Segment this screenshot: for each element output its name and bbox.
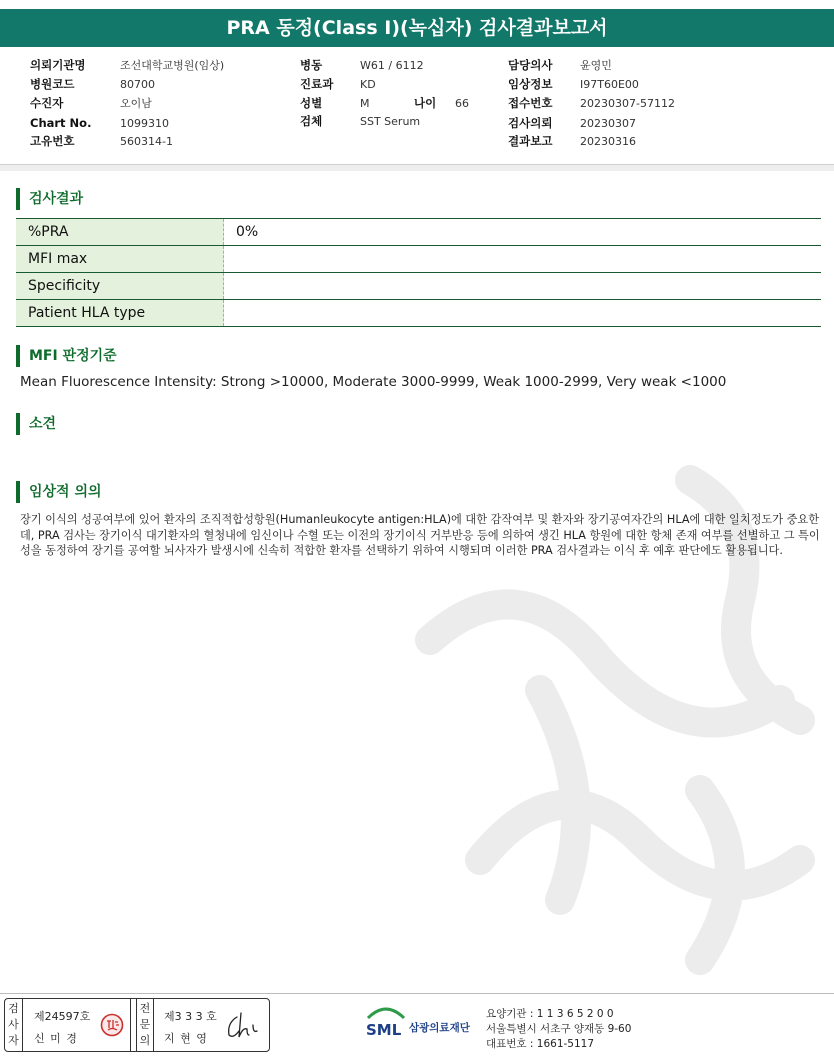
examiner-label: 검사자 <box>5 999 23 1051</box>
table-row <box>16 273 821 300</box>
info-divider <box>0 164 834 171</box>
section-results: 검사결과 <box>16 188 83 210</box>
result-label-specificity: Specificity <box>16 273 224 300</box>
result-value-hla-type <box>224 300 822 327</box>
svg-text:SML: SML <box>366 1021 402 1039</box>
footer <box>0 993 834 1062</box>
inst-address: 서울특별시 서초구 양재동 9-60 <box>486 1023 632 1035</box>
table-row <box>16 300 821 327</box>
mfi-criteria-text: Mean Fluorescence Intensity: Strong >10000, Moderate 3000-9999, Weak 1000-2999, Very weak <1000 <box>20 374 727 390</box>
table-row <box>16 246 821 273</box>
specialist-label: 전문의 <box>136 999 154 1051</box>
signature-divider <box>130 999 131 1051</box>
results-table <box>16 218 821 327</box>
org-name: 삼광의료재단 <box>409 1022 470 1034</box>
examiner-license: 제24597호 <box>34 1010 91 1023</box>
inst-code: 요양기관 : 1 1 3 6 5 2 0 0 <box>486 1008 614 1020</box>
table-row <box>16 219 821 246</box>
patient-info: 의뢰기관명 조선대학교병원(임상) 병원코드 80700 수진자 오이남 Chart No. 1099310 고유번호 560314-1 병동 W61 / 6112 진료과 KD 성별 M 나이 66 검체 SST Serum 담당의사 윤영민 임상정보 I97T60E00 접수번호 20230307-57112 검사의뢰 20230307 결과보고 20230316 <box>30 58 675 148</box>
section-clinical-significance: 임상적 의의 <box>16 481 102 503</box>
examiner-name: 신 미 경 <box>34 1032 78 1045</box>
result-value-pra: 0% <box>224 219 822 246</box>
result-value-specificity <box>224 273 822 300</box>
examiner-seal-icon <box>100 1013 124 1037</box>
report-title: PRA 동정(Class I)(녹십자) 검사결과보고서 <box>0 9 834 47</box>
specialist-license: 제3 3 3 호 <box>164 1010 217 1023</box>
sml-logo-icon <box>364 1004 408 1040</box>
section-mfi-criteria: MFI 판정기준 <box>16 345 117 367</box>
section-opinion: 소견 <box>16 413 56 435</box>
specialist-name: 지 현 영 <box>164 1032 208 1045</box>
result-value-mfi-max <box>224 246 822 273</box>
inst-phone: 대표번호 : 1661-5117 <box>486 1038 595 1050</box>
result-label-hla-type: Patient HLA type <box>16 300 224 327</box>
specialist-signature-icon <box>223 1009 261 1043</box>
clinical-significance-text: 장기 이식의 성공여부에 있어 환자의 조직적합성항원(Humanleukocyte antigen:HLA)에 대한 감작여부 및 환자와 장기공여자간의 HLA에 대한 일치정도가 중요한데, PRA 검사는 장기이식 대기환자의 혈청내에 임신이나 수혈 또는 이전의 장기이식 거부반응 등에 의하여 생긴 HLA 항원에 대한 항체 존재 여부를 선별하고 그 특이성을 동정하여 장기를 공여할 뇌사자가 발생시에 신속히 적합한 환자를 선택하기 위하여 시행되며 이러한 PRA 검사결과는 이식 후 예후 판단에도 활용됩니다. <box>20 513 820 557</box>
signature-box <box>4 998 270 1052</box>
result-label-pra: %PRA <box>16 219 224 246</box>
result-label-mfi-max: MFI max <box>16 246 224 273</box>
